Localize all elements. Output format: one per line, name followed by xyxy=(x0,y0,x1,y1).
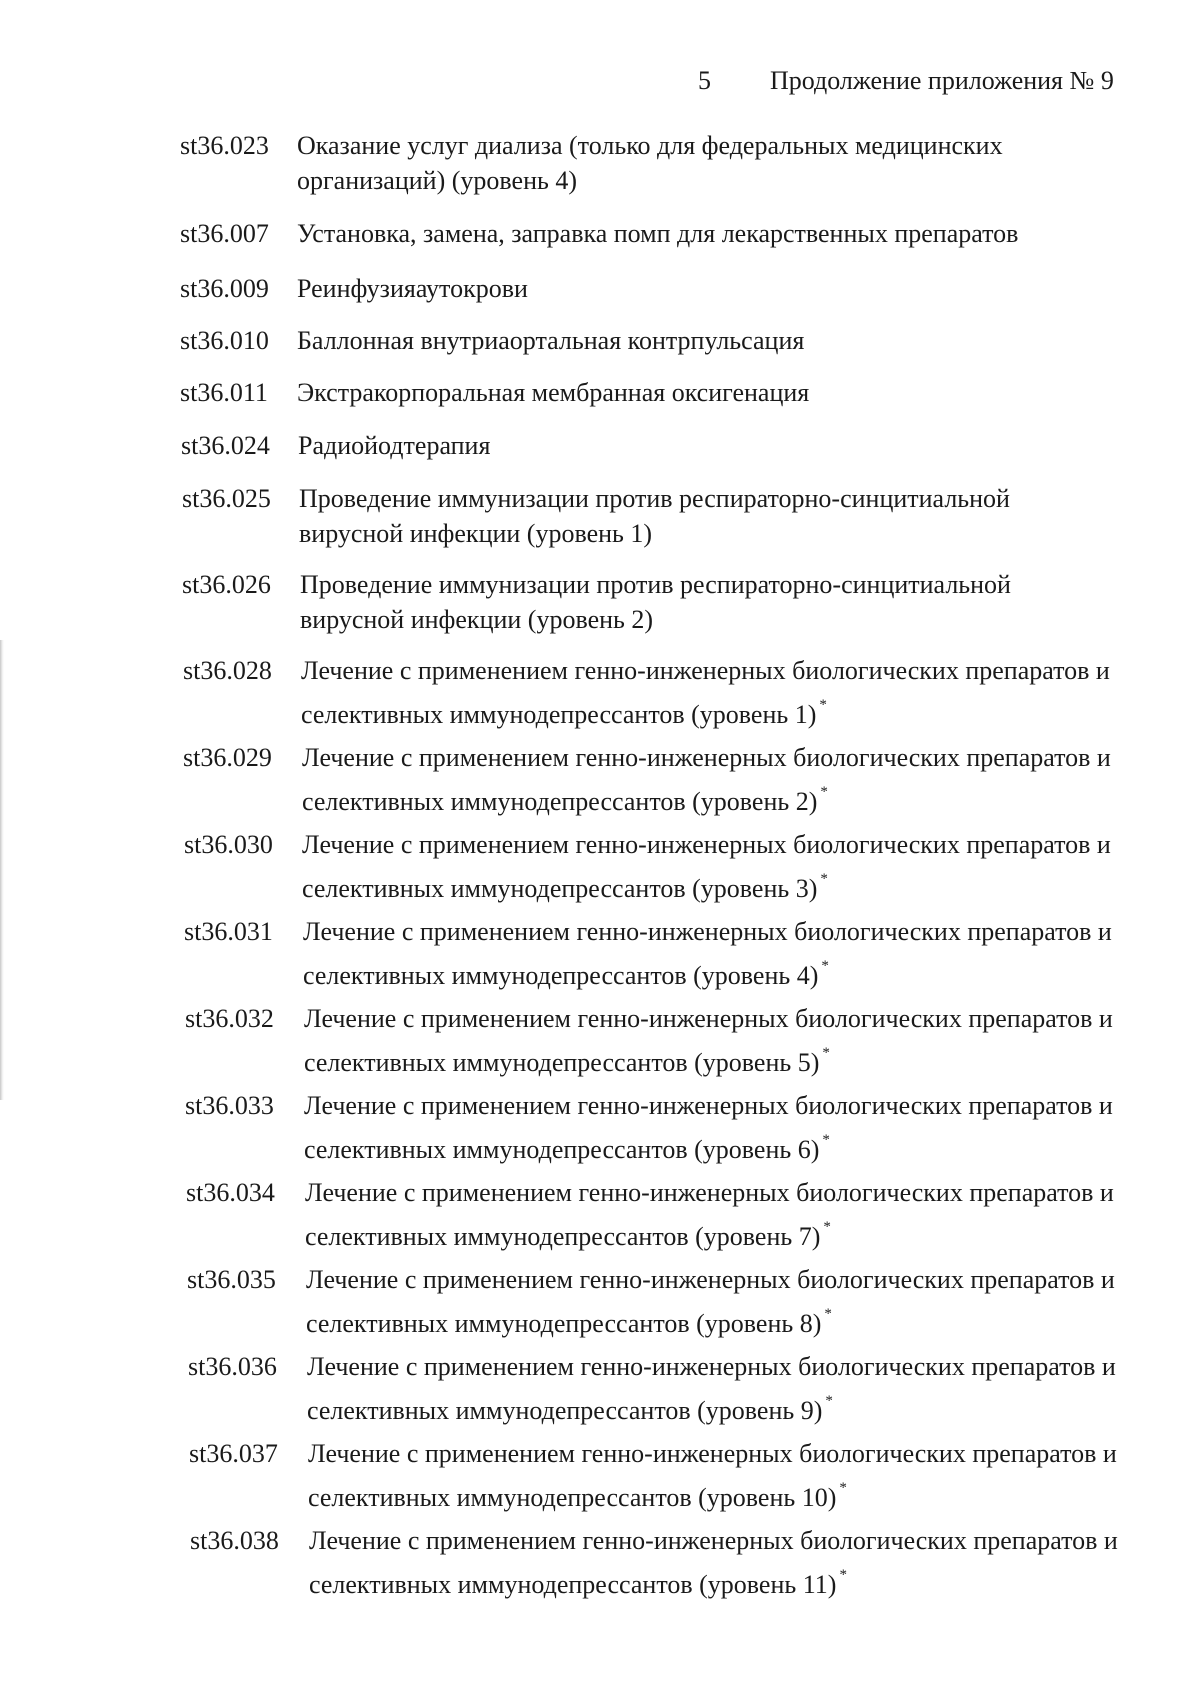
entry-text: Лечение с применением генно-инженерных биологических препаратов и селективных иммунодепрессантов (уровень 11) xyxy=(309,1526,1118,1599)
entry-description xyxy=(307,1349,1127,1428)
entry-code: st36.028 xyxy=(183,656,272,685)
entry-description xyxy=(309,1523,1129,1602)
entry-text: Лечение с применением генно-инженерных биологических препаратов и селективных иммунодепрессантов (уровень 1) xyxy=(301,656,1110,729)
entry-description xyxy=(297,128,1117,198)
footnote-mark: * xyxy=(825,1393,833,1409)
page-header xyxy=(0,66,1200,106)
entry-description xyxy=(304,1088,1124,1167)
footnote-mark: * xyxy=(820,784,828,800)
entry-text: Лечение с применением генно-инженерных биологических препаратов и селективных иммунодепрессантов (уровень 3) xyxy=(302,830,1111,903)
entry-description xyxy=(297,375,1117,410)
entry-code: st36.036 xyxy=(188,1352,277,1381)
entry-description xyxy=(297,323,1117,358)
footnote-mark: * xyxy=(823,1219,831,1235)
entry-text: Лечение с применением генно-инженерных биологических препаратов и селективных иммунодепрессантов (уровень 6) xyxy=(304,1091,1113,1164)
entry-description xyxy=(305,1175,1125,1254)
entry-description xyxy=(306,1262,1126,1341)
entry-code: st36.024 xyxy=(181,431,270,460)
entry-description xyxy=(302,827,1122,906)
page-number: 5 xyxy=(698,66,711,95)
entry-code: st36.035 xyxy=(187,1265,276,1294)
footnote-mark: * xyxy=(839,1567,847,1583)
entry-text: Оказание услуг диализа (только для федеральных медицинских организаций) (уровень 4) xyxy=(297,131,1003,195)
footnote-mark: * xyxy=(839,1480,847,1496)
entry-description xyxy=(298,428,1118,463)
footnote-mark: * xyxy=(821,958,829,974)
entry-code: st36.031 xyxy=(184,917,273,946)
footnote-mark: * xyxy=(822,1132,830,1148)
entry-code: st36.007 xyxy=(180,219,269,248)
entry-code: st36.011 xyxy=(180,378,268,407)
entry-code: st36.023 xyxy=(180,131,269,160)
entry-text: Лечение с применением генно-инженерных биологических препаратов и селективных иммунодепрессантов (уровень 5) xyxy=(304,1004,1113,1077)
entry-code: st36.010 xyxy=(180,326,269,355)
entry-text: Экстракорпоральная мембранная оксигенация xyxy=(297,378,810,407)
entry-code: st36.009 xyxy=(180,274,269,303)
entry-text: Лечение с применением генно-инженерных биологических препаратов и селективных иммунодепрессантов (уровень 4) xyxy=(303,917,1112,990)
entry-code: st36.030 xyxy=(184,830,273,859)
footnote-mark: * xyxy=(819,697,827,713)
entry-code: st36.034 xyxy=(186,1178,275,1207)
entry-text: Баллонная внутриаортальная контрпульсация xyxy=(297,326,805,355)
entry-code: st36.026 xyxy=(182,570,271,599)
entry-text: Лечение с применением генно-инженерных биологических препаратов и селективных иммунодепрессантов (уровень 9) xyxy=(307,1352,1116,1425)
entry-text: Радиойодтерапия xyxy=(298,431,491,460)
entry-description xyxy=(303,914,1123,993)
entry-description xyxy=(302,740,1122,819)
entry-text: Проведение иммунизации против респираторно-синцитиальной вирусной инфекции (уровень 2) xyxy=(300,570,1011,634)
entry-description xyxy=(300,567,1120,637)
entry-description xyxy=(304,1001,1124,1080)
entry-description xyxy=(308,1436,1128,1515)
entry-text: Лечение с применением генно-инженерных биологических препаратов и селективных иммунодепрессантов (уровень 7) xyxy=(305,1178,1114,1251)
entry-text: Лечение с применением генно-инженерных биологических препаратов и селективных иммунодепрессантов (уровень 2) xyxy=(302,743,1111,816)
entry-description xyxy=(299,481,1119,551)
entry-code: st36.038 xyxy=(190,1526,279,1555)
entry-text: Лечение с применением генно-инженерных биологических препаратов и селективных иммунодепрессантов (уровень 8) xyxy=(306,1265,1115,1338)
page-title: Продолжение приложения № 9 xyxy=(770,66,1114,95)
entry-description xyxy=(297,271,1117,306)
entry-code: st36.032 xyxy=(185,1004,274,1033)
footnote-mark: * xyxy=(820,871,828,887)
entry-code: st36.029 xyxy=(183,743,272,772)
entry-text: Реинфузияаутокрови xyxy=(297,274,528,303)
footnote-mark: * xyxy=(824,1306,832,1322)
entry-code: st36.033 xyxy=(185,1091,274,1120)
entry-description xyxy=(301,653,1121,732)
entry-code: st36.025 xyxy=(182,484,271,513)
entry-text: Установка, замена, заправка помп для лекарственных препаратов xyxy=(297,219,1019,248)
entry-text: Лечение с применением генно-инженерных биологических препаратов и селективных иммунодепрессантов (уровень 10) xyxy=(308,1439,1117,1512)
entry-code: st36.037 xyxy=(189,1439,278,1468)
scan-edge-shadow xyxy=(0,640,4,1100)
entry-text: Проведение иммунизации против респираторно-синцитиальной вирусной инфекции (уровень 1) xyxy=(299,484,1010,548)
footnote-mark: * xyxy=(822,1045,830,1061)
entry-description xyxy=(297,216,1117,251)
